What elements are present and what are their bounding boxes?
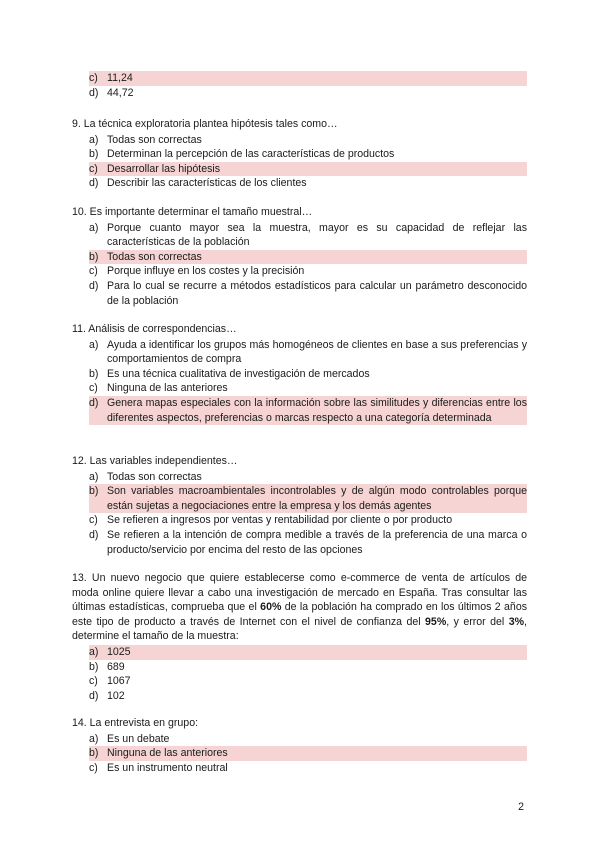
option-11b: b) Es una técnica cualitativa de investigación de mercados [89, 367, 370, 380]
option-10b: b) Todas son correctas [89, 250, 527, 265]
option-13c: c) 1067 [89, 675, 131, 688]
option-9c: c) Desarrollar las hipótesis [89, 162, 527, 177]
option-8d: d) 44,72 [89, 86, 134, 99]
question-9 [72, 117, 527, 191]
option-10a: a) Porque cuanto mayor sea la muestra, mayor es su capacidad de reflejar las características de la población [89, 221, 527, 249]
option-11d: d) Genera mapas especiales con la información sobre las similitudes y diferencias entre los diferentes aspectos, preferencias o marcas respecto a una categoría determinada [89, 396, 527, 424]
question-12-text: 12. Las variables independientes… [72, 455, 238, 467]
option-11a: a) Ayuda a identificar los grupos más homogéneos de clientes en base a sus preferencias y comportamientos de compra [89, 338, 527, 366]
option-10c: c) Porque influye en los costes y la precisión [89, 265, 305, 278]
option-9a: a) Todas son correctas [89, 133, 202, 146]
option-14c: c) Es un instrumento neutral [89, 761, 228, 774]
option-14b: b) Ninguna de las anteriores [89, 746, 527, 761]
option-9d: d) Describir las características de los clientes [89, 177, 307, 190]
option-12d: d) Se refieren a la intención de compra medible a través de la preferencia de una marca o producto/servicio por encima del resto de las opciones [89, 528, 527, 556]
question-11-text: 11. Análisis de correspondencias… [72, 323, 237, 335]
option-12a: a) Todas son correctas [89, 470, 202, 483]
question-14 [72, 716, 527, 775]
option-12c: c) Se refieren a ingresos por ventas y rentabilidad por cliente o por producto [89, 514, 453, 527]
question-10 [72, 205, 527, 308]
option-11c: c) Ninguna de las anteriores [89, 382, 228, 395]
question-14-text: 14. La entrevista en grupo: [72, 717, 199, 729]
question-11 [72, 322, 527, 425]
option-14a: a) Es un debate [89, 732, 170, 745]
page-number: 2 [518, 801, 524, 813]
question-13-text: 13. Un nuevo negocio que quiere establecerse como e-commerce de venta de artículos de moda online quiere llevar a cabo una investigación de mercado en España. Tras consultar las últimas estadísticas, comprueba que el 60% de la población ha comprado en los últimos 2 años este tipo de producto a través de Internet con el nivel de confianza del 95%, y error del 3%, determine el tamaño de la muestra: [72, 572, 528, 643]
option-12b: b) Son variables macroambientales incontrolables y de algún modo controlables porque están sujetas a negociaciones entre la empresa y los demás agentes [89, 485, 527, 512]
question-13 [72, 571, 527, 703]
option-13b: b) 689 [89, 660, 125, 673]
question-9-text: 9. La técnica exploratoria plantea hipótesis tales como… [72, 118, 338, 130]
option-13d: d) 102 [89, 689, 125, 702]
question-10-text: 10. Es importante determinar el tamaño muestral… [72, 206, 313, 218]
option-9b: b) Determinan la percepción de las características de productos [89, 148, 395, 161]
option-10d: d) Para lo cual se recurre a métodos estadísticos para calcular un parámetro desconocido de la población [89, 279, 527, 307]
question-8-tail [89, 71, 527, 100]
option-13a: a) 1025 [89, 645, 527, 660]
option-8c: c) 11,24 [89, 71, 527, 86]
question-12 [72, 454, 527, 557]
